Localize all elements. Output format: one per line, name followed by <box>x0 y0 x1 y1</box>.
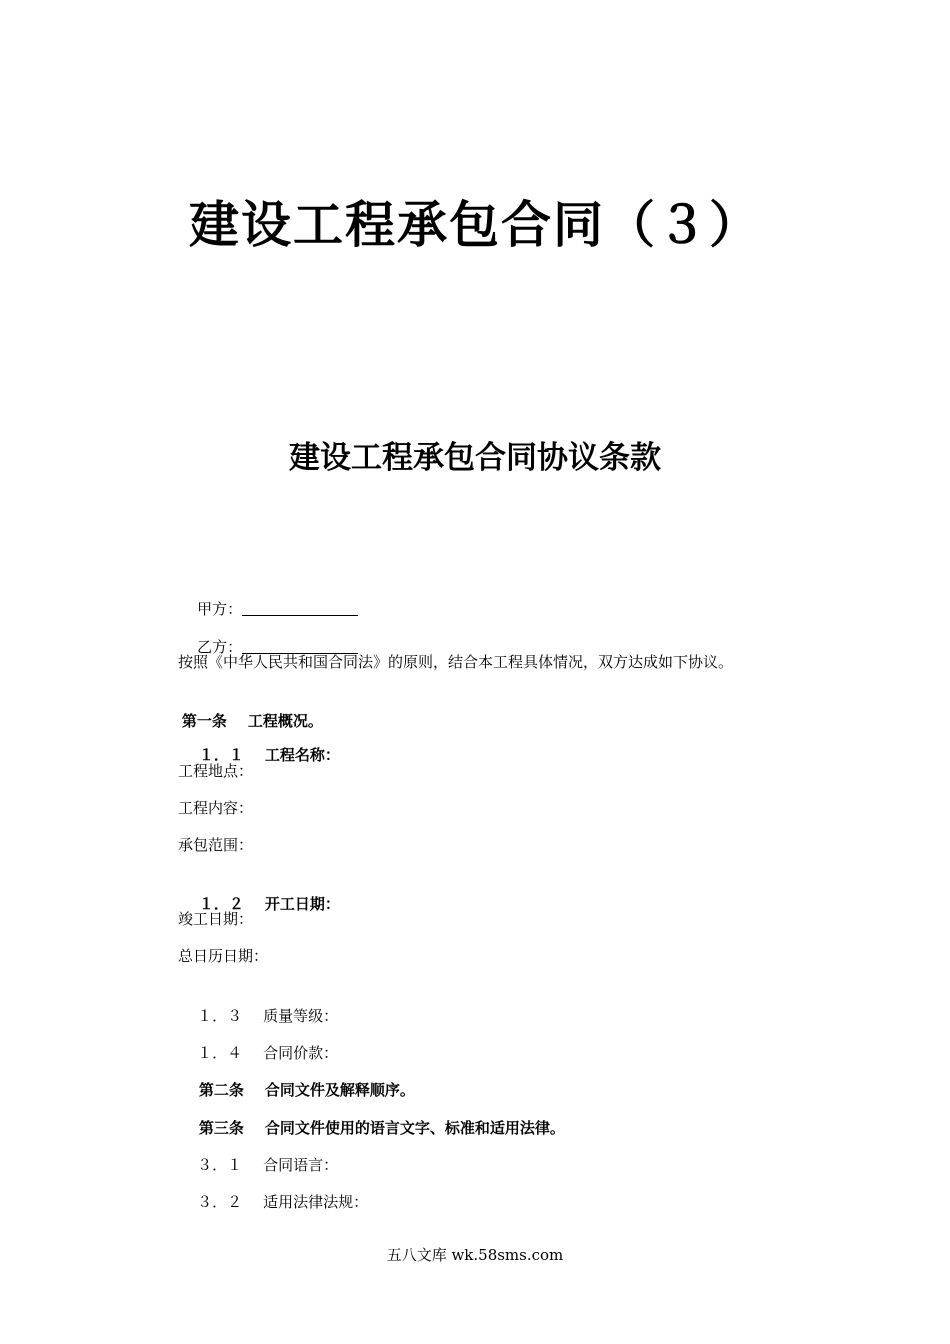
footer-watermark: 五八文库 wk.58sms.com <box>386 1246 564 1264</box>
contract-scope: 承包范围： <box>178 836 254 854</box>
sub-title: 建设工程承包合同协议条款 <box>289 440 661 476</box>
item-3-2 <box>178 1169 368 1235</box>
item-1-1-text: 工程名称： <box>264 746 340 764</box>
item-1-4-text: 合同价款： <box>263 1044 339 1062</box>
project-content: 工程内容： <box>178 799 254 817</box>
article-2-label: 第二条 <box>198 1081 244 1099</box>
item-1-3-text: 质量等级： <box>263 1007 339 1025</box>
item-1-4-number: １．４ <box>197 1044 243 1062</box>
article-3-label: 第三条 <box>198 1119 244 1137</box>
total-calendar-days: 总日历日期： <box>178 947 269 965</box>
item-1-3-number: １．３ <box>197 1007 243 1025</box>
project-location: 工程地点： <box>178 762 254 780</box>
article-1-title: 工程概况。 <box>247 712 323 730</box>
article-3-title: 合同文件使用的语言文字、标准和适用法律。 <box>264 1119 565 1137</box>
item-1-2-number: １．２ <box>198 895 244 913</box>
item-3-1-number: ３．１ <box>197 1156 243 1174</box>
party-b-label: 乙方： <box>197 638 243 656</box>
item-1-1-number: １．１ <box>198 746 244 764</box>
main-title: 建设工程承包合同（３） <box>189 196 761 254</box>
article-2-title: 合同文件及解释顺序。 <box>264 1081 415 1099</box>
item-3-1-text: 合同语言： <box>263 1156 339 1174</box>
item-3-2-text: 适用法律法规： <box>263 1193 369 1211</box>
party-a-label: 甲方： <box>197 600 243 618</box>
item-3-2-number: ３．２ <box>197 1193 243 1211</box>
preamble: 按照《中华人民共和国合同法》的原则，结合本工程具体情况，双方达成如下协议。 <box>178 653 734 671</box>
article-1-label: 第一条 <box>181 712 227 730</box>
item-1-2-text: 开工日期： <box>264 895 340 913</box>
completion-date: 竣工日期： <box>178 910 254 928</box>
